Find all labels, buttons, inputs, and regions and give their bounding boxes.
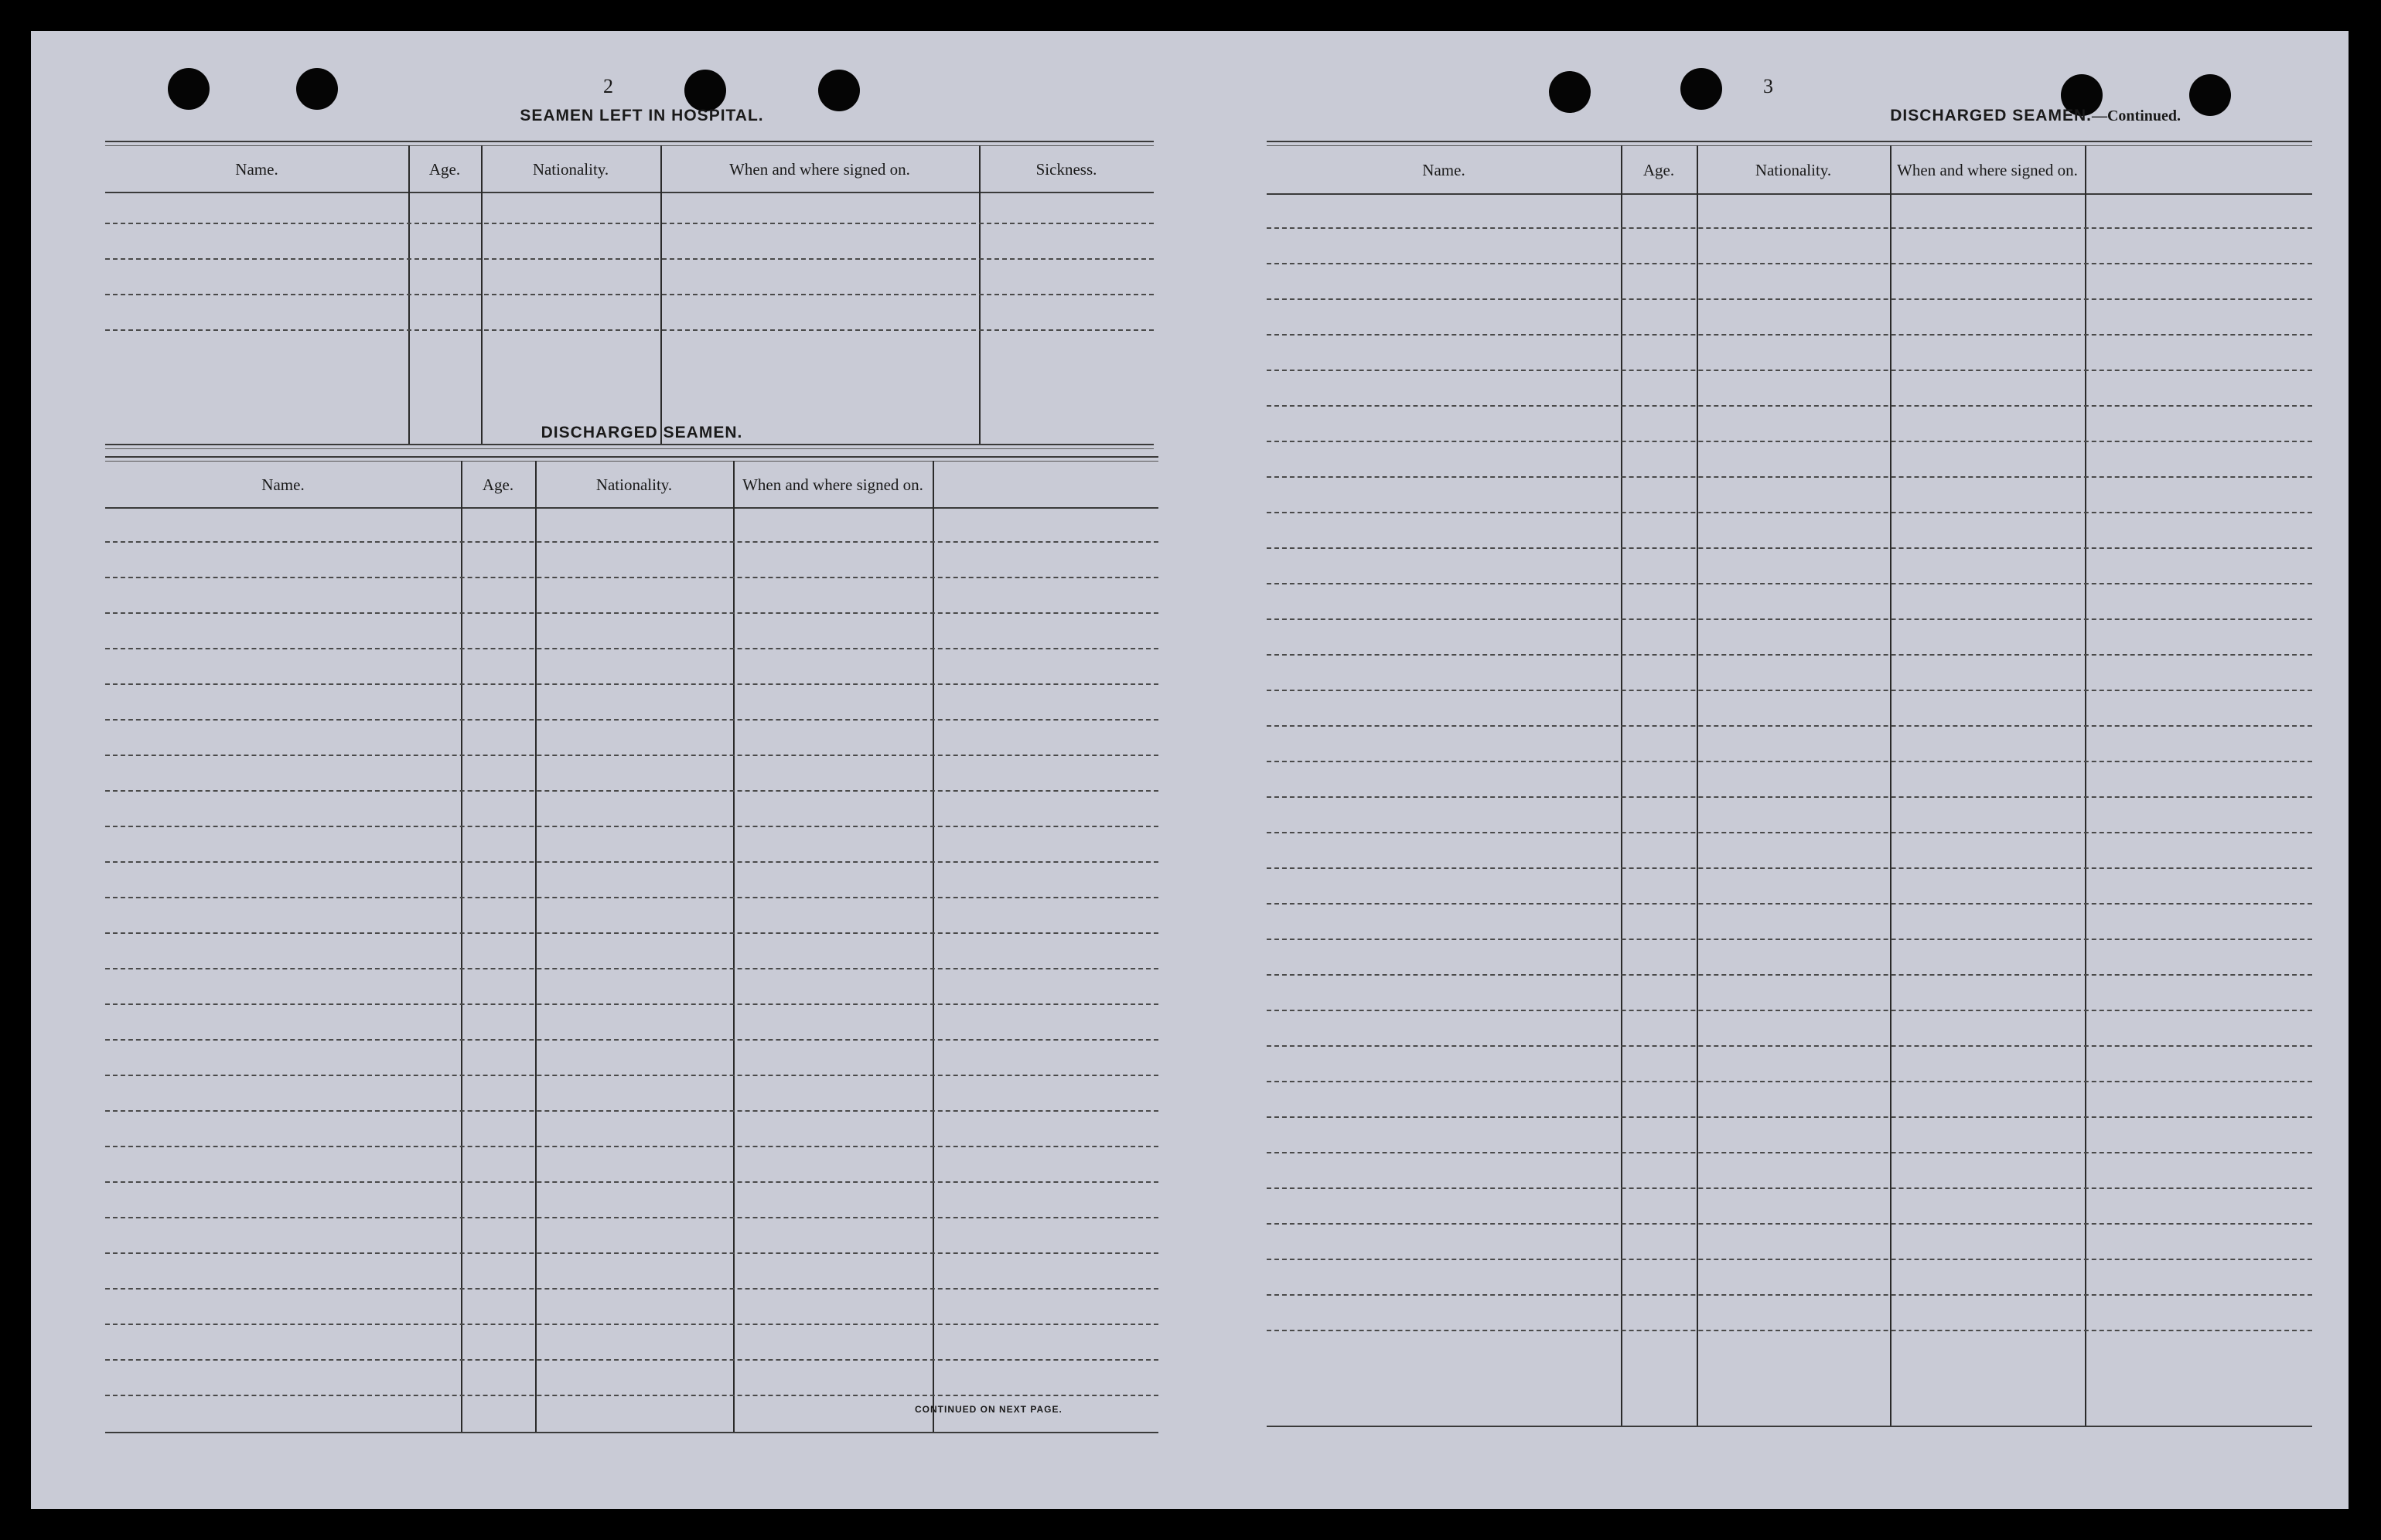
row-rule [1267, 334, 2312, 336]
row-rule [105, 897, 1158, 898]
discharged-continued-table [1267, 141, 2312, 1432]
column-header-age: Age. [428, 159, 461, 179]
table-top-rule [105, 141, 1154, 142]
row-rule [105, 1110, 1158, 1112]
punch-hole [168, 68, 210, 110]
row-rule [105, 1075, 1158, 1076]
column-header-signed-on: When and where signed on. [729, 159, 910, 179]
punch-hole [684, 70, 726, 111]
row-rule [1267, 1294, 2312, 1296]
row-rule [105, 1359, 1158, 1361]
discharged-continued-title [1485, 107, 2181, 125]
column-divider [933, 461, 934, 1432]
column-header-name: Name. [235, 159, 278, 179]
row-rule [1267, 583, 2312, 584]
page-number: 2 [603, 75, 613, 97]
punch-hole [1680, 68, 1722, 110]
row-rule [105, 577, 1158, 578]
column-divider [2085, 145, 2086, 1426]
discharged-table [105, 456, 1158, 1432]
row-rule [105, 648, 1158, 649]
row-rule [105, 683, 1158, 685]
row-rule [1267, 1187, 2312, 1189]
column-header-nationality: Nationality. [1755, 160, 1832, 179]
column-header-signed-on: When and where signed on. [742, 475, 923, 494]
table-top-rule [105, 145, 1154, 146]
column-divider [461, 461, 462, 1432]
row-rule [105, 1395, 1158, 1396]
header-rule [105, 507, 1158, 509]
row-rule [1267, 1010, 2312, 1011]
row-rule [1267, 405, 2312, 407]
row-rule [1267, 1116, 2312, 1118]
row-rule [105, 790, 1158, 792]
row-rule [105, 329, 1154, 331]
row-rule [105, 1003, 1158, 1005]
row-rule [1267, 974, 2312, 976]
row-rule [1267, 1259, 2312, 1260]
row-rule [1267, 1152, 2312, 1153]
row-rule [1267, 1330, 2312, 1331]
column-divider [1890, 145, 1891, 1426]
row-rule [1267, 298, 2312, 300]
page-number: 3 [1763, 75, 1773, 97]
row-rule [105, 612, 1158, 614]
row-rule [1267, 867, 2312, 869]
row-rule [1267, 939, 2312, 940]
column-header-age: Age. [482, 475, 514, 494]
row-rule [105, 932, 1158, 934]
continued-suffix: —Continued. [2091, 107, 2181, 124]
row-rule [105, 719, 1158, 721]
column-header-nationality: Nationality. [532, 159, 609, 179]
row-rule [1267, 690, 2312, 691]
document-page [31, 31, 2349, 1509]
column-divider [1621, 145, 1622, 1426]
column-header-age: Age. [1642, 160, 1675, 179]
row-rule [105, 1252, 1158, 1254]
table-top-rule [105, 461, 1158, 462]
column-header-nationality: Nationality. [595, 475, 673, 494]
table-bottom-rule [105, 444, 1154, 445]
column-divider [733, 461, 735, 1432]
row-rule [105, 541, 1158, 543]
row-rule [1267, 903, 2312, 905]
column-divider [1697, 145, 1698, 1426]
discharged-continued-title-main: DISCHARGED SEAMEN. [1890, 107, 2092, 124]
row-rule [105, 258, 1154, 260]
header-rule [1267, 193, 2312, 195]
column-divider [535, 461, 537, 1432]
row-rule [1267, 1223, 2312, 1225]
table-top-rule [1267, 145, 2312, 146]
row-rule [1267, 227, 2312, 229]
row-rule [105, 1146, 1158, 1147]
column-header-signed-on: When and where signed on. [1897, 160, 2078, 179]
punch-hole [2189, 74, 2231, 116]
discharged-section-title: DISCHARGED SEAMEN. [541, 424, 743, 441]
row-rule [105, 294, 1154, 295]
row-rule [1267, 654, 2312, 656]
row-rule [105, 1181, 1158, 1183]
row-rule [105, 223, 1154, 224]
continued-note: CONTINUED ON NEXT PAGE. [915, 1404, 1063, 1415]
row-rule [1267, 370, 2312, 371]
row-rule [105, 861, 1158, 863]
row-rule [105, 968, 1158, 969]
column-header-sickness: Sickness. [1035, 159, 1097, 179]
column-header-name: Name. [1422, 160, 1465, 179]
row-rule [1267, 1045, 2312, 1047]
row-rule [1267, 725, 2312, 727]
row-rule [1267, 263, 2312, 264]
hospital-table [105, 141, 1154, 450]
row-rule [105, 826, 1158, 827]
row-rule [1267, 832, 2312, 833]
row-rule [1267, 547, 2312, 549]
row-rule [105, 1288, 1158, 1290]
row-rule [105, 1039, 1158, 1041]
row-rule [105, 755, 1158, 756]
row-rule [1267, 618, 2312, 620]
table-bottom-rule [105, 1432, 1158, 1433]
table-bottom-rule [105, 448, 1154, 449]
column-header-name: Name. [261, 475, 305, 494]
row-rule [1267, 476, 2312, 478]
table-bottom-rule [1267, 1426, 2312, 1427]
row-rule [105, 1217, 1158, 1218]
row-rule [1267, 441, 2312, 442]
header-rule [105, 192, 1154, 193]
table-top-rule [105, 456, 1158, 458]
table-top-rule [1267, 141, 2312, 142]
row-rule [105, 1324, 1158, 1325]
punch-hole [296, 68, 338, 110]
row-rule [1267, 1081, 2312, 1082]
hospital-section-title: SEAMEN LEFT IN HOSPITAL. [520, 107, 764, 124]
row-rule [1267, 761, 2312, 762]
row-rule [1267, 796, 2312, 798]
punch-hole [818, 70, 860, 111]
row-rule [1267, 512, 2312, 513]
